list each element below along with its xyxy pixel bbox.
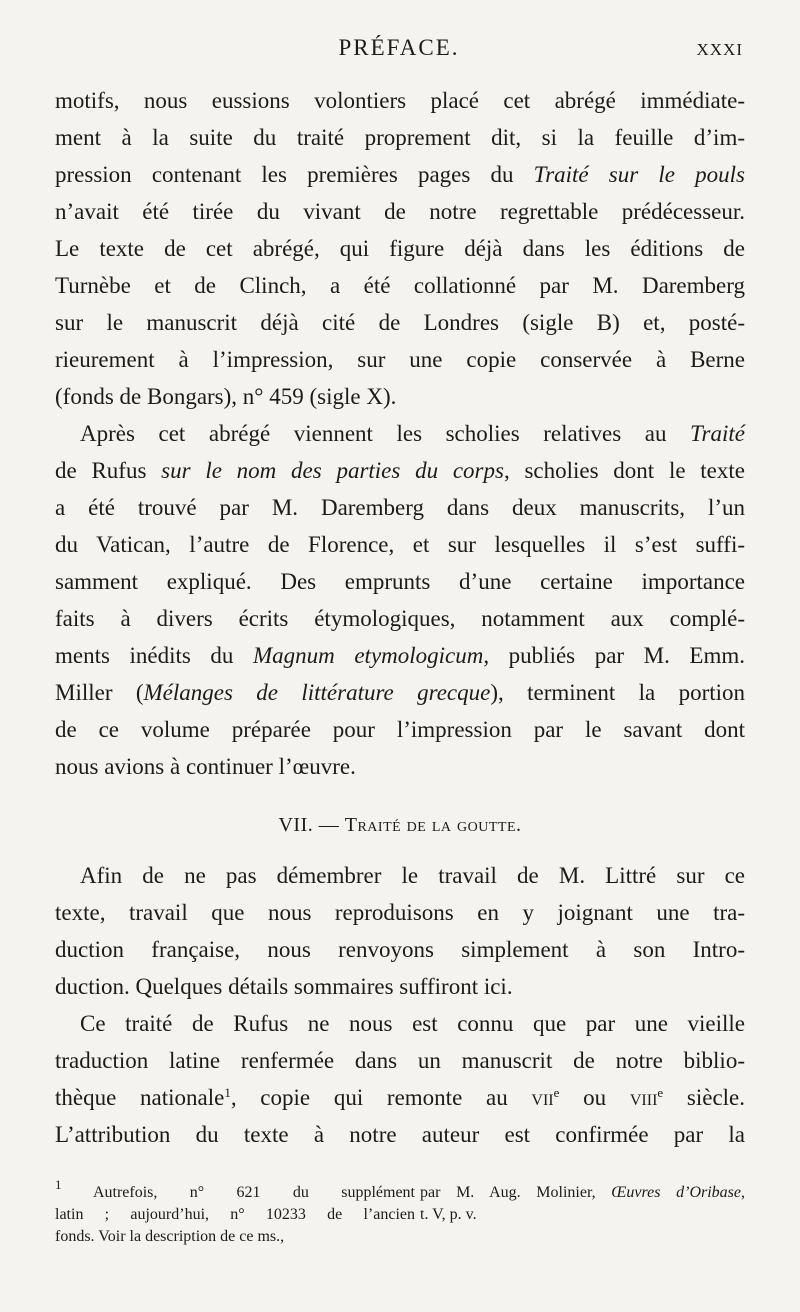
- century-numeral: vii: [531, 1085, 554, 1110]
- paragraph-1: [55, 82, 745, 415]
- footnote-reference: 1: [224, 1085, 231, 1100]
- ordinal-suffix: e: [553, 1085, 560, 1100]
- text-line: faits à divers écrits étymologiques, notamment aux complé-: [55, 606, 745, 631]
- text-run: par M. Aug. Molinier,: [420, 1184, 612, 1201]
- italic-title: Traité sur le pouls: [533, 162, 745, 187]
- text-line: du Vatican, l’autre de Florence, et sur lesquelles il s’est suffi-: [55, 532, 745, 557]
- text-line: [55, 452, 745, 489]
- italic-title: Traité: [690, 421, 745, 446]
- text-line: Le texte de cet abrégé, qui figure déjà dans les éditions de: [55, 236, 745, 261]
- text-run: siècle.: [663, 1085, 746, 1110]
- italic-title: Magnum etymologicum: [253, 643, 484, 668]
- text-line: nous avions à continuer l’œuvre.: [55, 754, 356, 779]
- footnote-line: [55, 1177, 415, 1204]
- text-run: , scholies dont le texte: [503, 458, 745, 483]
- text-line: duction. Quelques détails sommaires suffiront ici.: [55, 974, 513, 999]
- text-run: ou: [559, 1085, 630, 1110]
- text-line: L’attribution du texte à notre auteur est confirmée par la: [55, 1122, 745, 1147]
- text-run: thèque nationale: [55, 1085, 225, 1110]
- text-line: texte, travail que nous reproduisons en y joignant une tra-: [55, 900, 745, 925]
- text-line: samment expliqué. Des emprunts d’une certaine importance: [55, 569, 745, 594]
- text-run: Après cet abrégé viennent les scholies relatives au: [80, 421, 691, 446]
- text-line: sur le manuscrit déjà cité de Londres (sigle B) et, posté-: [55, 310, 745, 335]
- footnote-column-left: [55, 1177, 415, 1248]
- text-run: Autrefois, n° 621 du supplément: [61, 1184, 415, 1201]
- text-run: de Rufus: [55, 458, 162, 483]
- text-line: a été trouvé par M. Daremberg dans deux manuscrits, l’un: [55, 495, 745, 520]
- italic-title: Œuvres d’Oribase: [611, 1184, 741, 1201]
- text-run: pression contenant les premières pages du: [55, 162, 534, 187]
- ordinal-suffix: e: [657, 1085, 664, 1100]
- text-run: , copie qui remonte au: [230, 1085, 532, 1110]
- text-line: Afin de ne pas démembrer le travail de M. Littré sur ce: [80, 863, 745, 888]
- paragraph-4: [55, 1005, 745, 1153]
- text-line: [55, 156, 745, 193]
- text-line: de ce volume préparée pour l’impression par le savant dont: [55, 717, 745, 742]
- footnote-column-right: [420, 1182, 745, 1226]
- text-line: [55, 674, 745, 711]
- text-run: , publiés par M. Emm.: [483, 643, 745, 668]
- text-line: n’avait été tirée du vivant de notre regrettable prédécesseur.: [55, 199, 745, 224]
- text-line: [55, 415, 745, 452]
- italic-title: Mélanges de littérature grecque: [143, 680, 491, 705]
- text-line: duction française, nous renvoyons simplement à son Intro-: [55, 937, 745, 962]
- footnote-line: fonds. Voir la description de ce ms.,: [55, 1228, 285, 1245]
- text-line: rieurement à l’impression, sur une copie conservée à Berne: [55, 347, 745, 372]
- footnote-line: latin ; aujourd’hui, n° 10233 de l’ancien: [55, 1206, 415, 1223]
- text-run: ,: [741, 1184, 745, 1201]
- century-numeral: viii: [629, 1085, 658, 1110]
- footnote-line: t. V, p. v.: [420, 1206, 477, 1223]
- text-line: [55, 637, 745, 674]
- text-line: traduction latine renfermée dans un manuscrit de notre biblio-: [55, 1048, 745, 1073]
- page-number: XXXI: [696, 40, 743, 59]
- italic-title: sur le nom des parties du corps: [161, 458, 504, 483]
- running-title: PRÉFACE.: [338, 35, 460, 60]
- section-heading: [55, 805, 745, 845]
- text-run: Miller (: [55, 680, 144, 705]
- section-number: VII. —: [278, 814, 345, 836]
- text-line: motifs, nous eussions volontiers placé cet abrégé immédiate-: [55, 88, 745, 113]
- text-line: ment à la suite du traité proprement dit, si la feuille d’im-: [55, 125, 745, 150]
- footnote-line: [420, 1182, 745, 1204]
- paragraph-3: [55, 857, 745, 1005]
- text-line: [55, 1079, 745, 1116]
- text-line: Turnèbe et de Clinch, a été collationné par M. Daremberg: [55, 273, 745, 298]
- text-run: ments inédits du: [55, 643, 253, 668]
- main-text: [55, 82, 745, 1153]
- text-line: (fonds de Bongars), n° 459 (sigle X).: [55, 384, 397, 409]
- page-header: [55, 35, 743, 65]
- paragraph-2: [55, 415, 745, 785]
- text-line: Ce traité de Rufus ne nous est connu que par une vieille: [80, 1011, 745, 1036]
- footnote-marker: 1: [55, 1177, 62, 1192]
- section-title: Traité de la goutte.: [344, 814, 522, 836]
- text-run: ), terminent la portion: [490, 680, 746, 705]
